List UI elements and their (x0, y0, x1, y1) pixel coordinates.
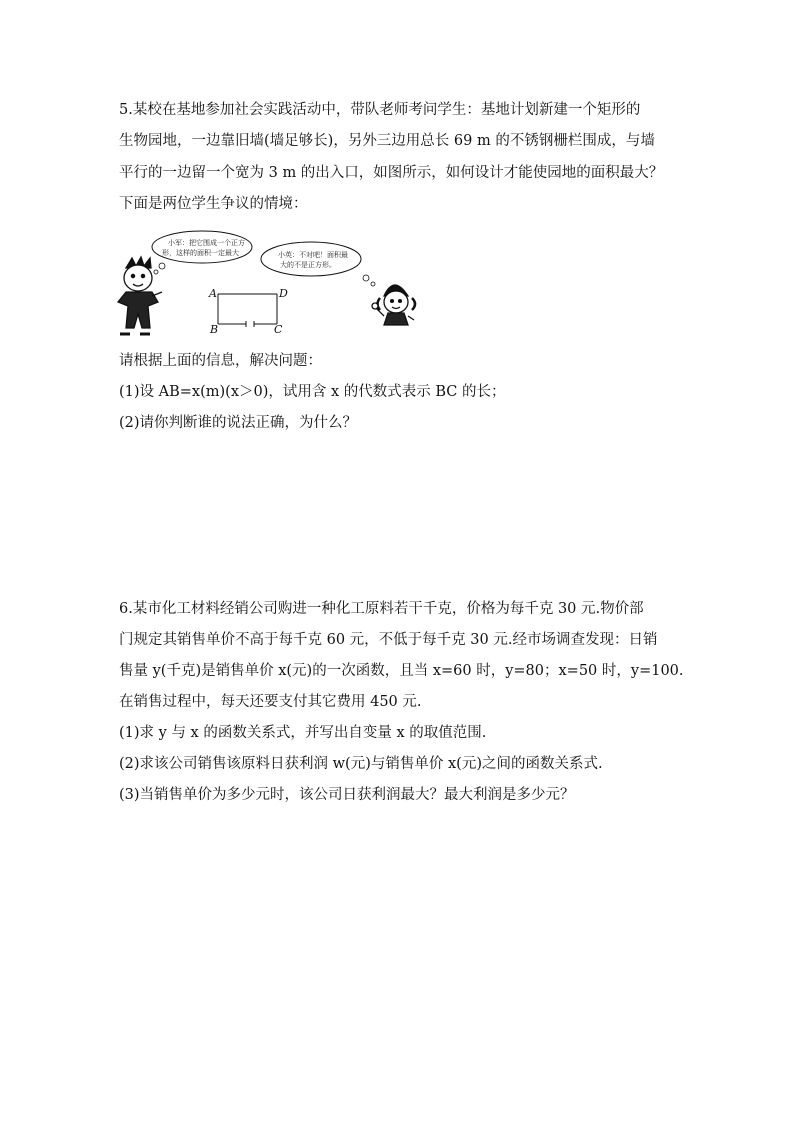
figure-svg (112, 226, 442, 344)
problem5-figure (112, 226, 442, 344)
boy-cartoon (118, 257, 162, 334)
right-bubble-line-2: 大的不是正方形。 (280, 261, 336, 269)
problem6-line-3: 售量 y(千克)是销售单价 x(元)的一次函数，且当 x=60 时，y=80；x=50 时，y=100. (119, 663, 684, 679)
problem5-question-1: (1)设 AB=x(m)(x＞0)，试用含 x 的代数式表示 BC 的长； (119, 384, 506, 400)
problem6-line-2: 门规定其销售单价不高于每千克 60 元，不低于每千克 30 元.经市场调查发现：日销 (119, 632, 658, 648)
left-bubble-line-1: 小军：把它围成一个正方 (168, 239, 245, 247)
problem6-question-1: (1)求 y 与 x 的函数关系式，并写出自变量 x 的取值范围. (119, 725, 487, 741)
problem5-line-3: 平行的一边留一个宽为 3 m 的出入口，如图所示，如何设计才能使园地的面积最大？ (119, 165, 664, 181)
girl-cartoon (372, 285, 415, 325)
garden-diagram (218, 294, 277, 327)
right-speech-bubble (261, 242, 375, 286)
problem6-question-3: (3)当销售单价为多少元时，该公司日获利润最大？最大利润是多少元？ (119, 787, 575, 803)
problem5-line-4: 下面是两位学生争议的情境： (119, 196, 308, 212)
label-c: C (274, 323, 283, 336)
left-bubble-line-2: 形，这样的面积一定最大 (162, 249, 239, 257)
problem6-line-1: 6.某市化工材料经销公司购进一种化工原料若干千克，价格为每千克 30 元.物价部 (119, 601, 644, 617)
problem5-intro: 请根据上面的信息，解决问题： (119, 353, 322, 369)
problem5-line-1: 5.某校在基地参加社会实践活动中，带队老师考问学生：基地计划新建一个矩形的 (119, 102, 641, 118)
problem6-question-2: (2)求该公司销售该原料日获利润 w(元)与销售单价 x(元)之间的函数关系式. (119, 756, 603, 772)
problem5-line-2: 生物园地，一边靠旧墙(墙足够长)，另外三边用总长 69 m 的不锈钢栅栏围成，与墙 (119, 133, 655, 149)
label-d: D (279, 287, 288, 300)
label-a: A (209, 287, 217, 300)
label-b: B (210, 323, 219, 336)
problem5-question-2: (2)请你判断谁的说法正确，为什么？ (119, 415, 358, 431)
left-speech-bubble (152, 231, 252, 274)
problem6-line-4: 在销售过程中，每天还要支付其它费用 450 元. (119, 694, 422, 710)
right-bubble-line-1: 小英：不对吧！面积最 (278, 251, 348, 259)
